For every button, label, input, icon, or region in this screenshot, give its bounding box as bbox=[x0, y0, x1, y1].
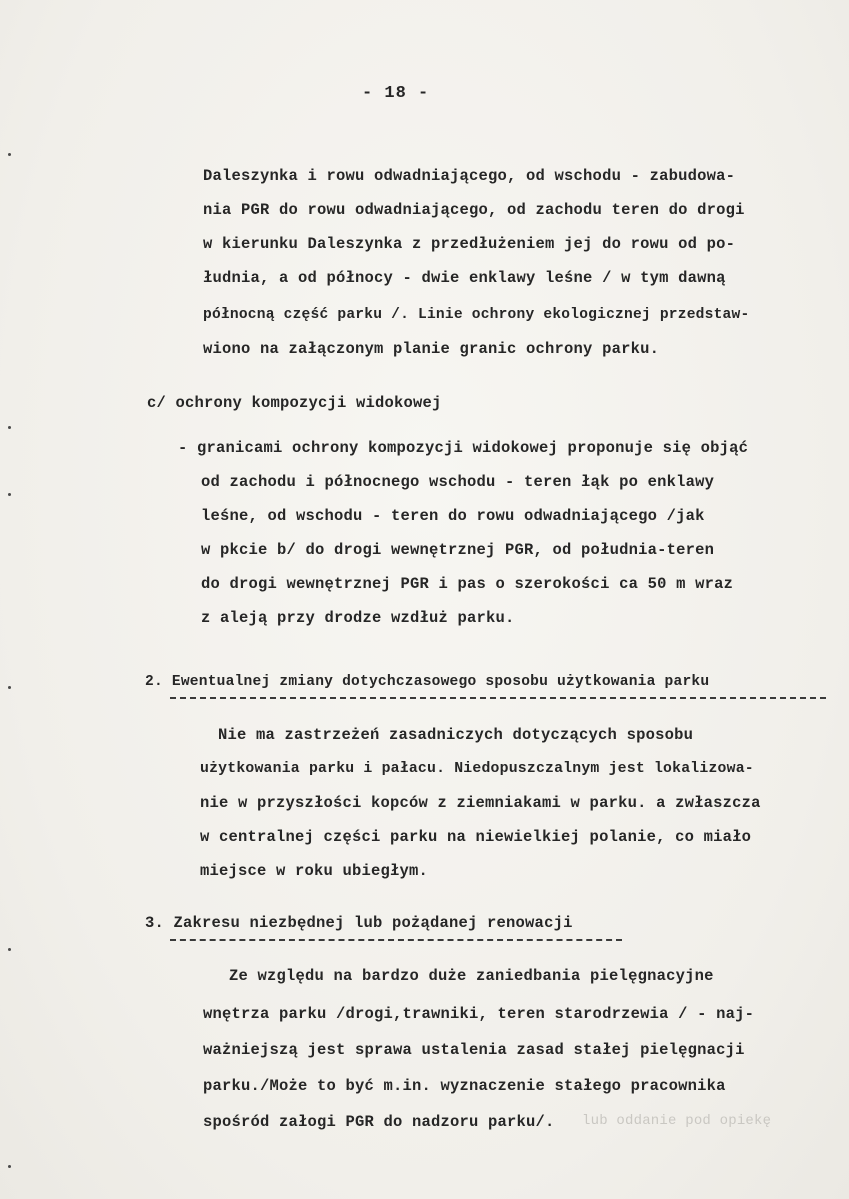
margin-speck bbox=[8, 1165, 11, 1168]
paragraph-b-line-2: nia PGR do rowu odwadniającego, od zachodu teren do drogi bbox=[203, 201, 745, 219]
margin-speck bbox=[8, 426, 11, 429]
section-3-line-5: spośród załogi PGR do nadzoru parku/. bbox=[203, 1113, 555, 1131]
section-2-line-4: w centralnej części parku na niewielkiej polanie, co miało bbox=[200, 828, 752, 846]
section-3-heading-underline bbox=[170, 939, 622, 941]
section-2-line-5: miejsce w roku ubiegłym. bbox=[200, 862, 429, 880]
section-c-line-6: z aleją przy drodze wzdłuż parku. bbox=[201, 609, 515, 627]
section-c-line-2: od zachodu i północnego wschodu - teren łąk po enklawy bbox=[201, 473, 715, 491]
section-3-line-3: ważniejszą jest sprawa ustalenia zasad stałej pielęgnacji bbox=[203, 1041, 745, 1059]
page-number: - 18 - bbox=[362, 84, 430, 103]
section-c-heading: c/ ochrony kompozycji widokowej bbox=[147, 394, 442, 412]
margin-speck bbox=[8, 493, 11, 496]
paragraph-b-line-1: Daleszynka i rowu odwadniającego, od wschodu - zabudowa- bbox=[203, 167, 736, 185]
section-c-line-5: do drogi wewnętrznej PGR i pas o szerokości ca 50 m wraz bbox=[201, 575, 734, 593]
paragraph-b-line-5: północną część parku /. Linie ochrony ekologicznej przedstaw- bbox=[203, 307, 750, 323]
bleed-through-text: lub oddanie pod opiekę bbox=[582, 1113, 772, 1129]
margin-speck bbox=[8, 948, 11, 951]
paragraph-b-line-6: wiono na załączonym planie granic ochrony parku. bbox=[203, 340, 660, 358]
margin-speck bbox=[8, 686, 11, 689]
section-3-heading: 3. Zakresu niezbędnej lub pożądanej renowacji bbox=[145, 914, 573, 932]
paragraph-b-line-4: łudnia, a od północy - dwie enklawy leśne / w tym dawną bbox=[203, 269, 726, 287]
section-c-line-3: leśne, od wschodu - teren do rowu odwadniającego /jak bbox=[201, 507, 705, 525]
section-2-heading-underline bbox=[170, 697, 826, 699]
section-2-line-3: nie w przyszłości kopców z ziemniakami w parku. a zwłaszcza bbox=[200, 794, 761, 812]
section-3-line-2: wnętrza parku /drogi,trawniki, teren starodrzewia / - naj- bbox=[203, 1005, 755, 1023]
paragraph-b-line-3: w kierunku Daleszynka z przedłużeniem jej do rowu od po- bbox=[203, 235, 736, 253]
section-2-line-2: użytkowania parku i pałacu. Niedopuszczalnym jest lokalizowa- bbox=[200, 761, 754, 777]
section-2-heading: 2. Ewentualnej zmiany dotychczasowego sposobu użytkowania parku bbox=[145, 674, 710, 690]
section-3-line-4: parku./Może to być m.in. wyznaczenie stałego pracownika bbox=[203, 1077, 726, 1095]
section-3-line-1: Ze względu na bardzo duże zaniedbania pielęgnacyjne bbox=[229, 967, 714, 985]
section-c-line-4: w pkcie b/ do drogi wewnętrznej PGR, od południa-teren bbox=[201, 541, 715, 559]
section-2-line-1: Nie ma zastrzeżeń zasadniczych dotyczących sposobu bbox=[218, 726, 694, 744]
section-c-line-1: - granicami ochrony kompozycji widokowej proponuje się objąć bbox=[178, 439, 749, 457]
margin-speck bbox=[8, 153, 11, 156]
